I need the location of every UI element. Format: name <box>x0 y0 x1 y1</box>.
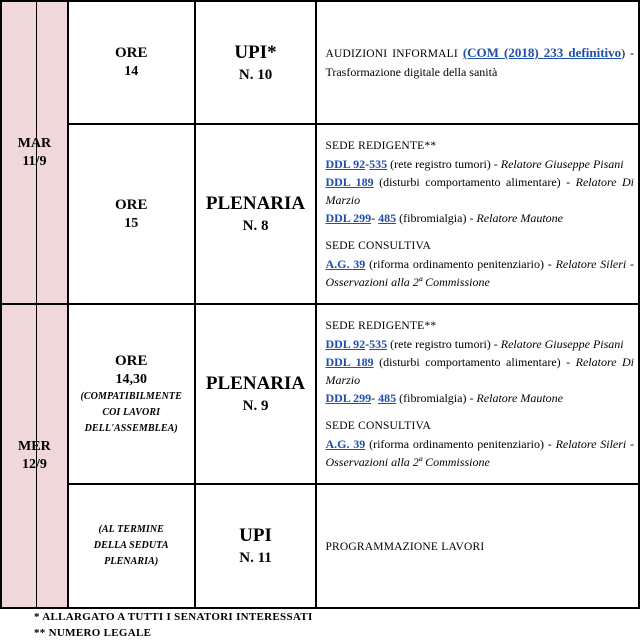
ddl-92-link[interactable]: DDL 92 <box>325 157 366 171</box>
session-type: UPI* <box>234 41 277 63</box>
ddl-description: (disturbi comportamento alimentare) - <box>379 355 571 369</box>
schedule-row <box>1 484 639 608</box>
time-note: COI LAVORI <box>102 406 161 418</box>
rapporteur: Relatore Di Marzio <box>325 175 634 207</box>
ddl-entry <box>325 209 634 227</box>
consultiva-label: SEDE CONSULTIVA <box>325 420 432 432</box>
day-label: MER 12/9 <box>18 439 51 472</box>
time-cell <box>68 124 195 304</box>
ddl-485-link[interactable]: 485 <box>378 391 397 405</box>
day-cell-mer <box>1 304 68 608</box>
footnote-1: * ALLARGATO A TUTTI I SENATORI INTERESSATI <box>34 611 313 623</box>
rapporteur: Relatore Giuseppe Pisani <box>500 157 624 171</box>
description-cell <box>316 1 639 124</box>
consultiva-label: SEDE CONSULTIVA <box>325 240 432 252</box>
ddl-separator: - <box>371 391 376 405</box>
footnote-2: ** NUMERO LEGALE <box>34 627 152 639</box>
time-note: DELLA SEDUTA <box>93 540 169 551</box>
ddl-entry <box>325 353 634 389</box>
session-type: PLENARIA <box>205 373 306 394</box>
rapporteur: Relatore Mautone <box>476 211 563 225</box>
ddl-299-link[interactable]: DDL 299 <box>325 391 372 405</box>
ddl-description: (rete registro tumori) - <box>390 157 498 171</box>
time-label: ORE <box>114 45 148 61</box>
time-value: 15 <box>124 215 139 231</box>
ddl-description: (fibromialgia) - <box>399 211 474 225</box>
time-note: (COMPATIBILMENTE <box>80 390 182 402</box>
time-value: 14,30 <box>115 371 147 387</box>
ag-description: (riforma ordinamento penitenziario) - <box>369 437 552 451</box>
session-type: UPI <box>239 525 272 546</box>
ddl-description: (fibromialgia) - <box>399 391 474 405</box>
programmazione-text: PROGRAMMAZIONE LAVORI <box>325 540 485 553</box>
session-number: N. 9 <box>242 398 269 414</box>
rapporteur: Relatore Sileri - Osservazioni alla 2ª Commissione <box>325 437 635 469</box>
day-label: MAR 11/9 <box>17 135 52 169</box>
time-note: (AL TERMINE <box>98 524 164 535</box>
time-note: DELL'ASSEMBLEA) <box>84 422 178 434</box>
ddl-separator: - <box>365 337 370 351</box>
rapporteur: Relatore Mautone <box>476 391 563 405</box>
time-cell <box>68 484 195 608</box>
ag-description: (riforma ordinamento penitenziario) - <box>369 257 552 271</box>
ddl-485-link[interactable]: 485 <box>378 211 397 225</box>
ddl-299-link[interactable]: DDL 299 <box>325 211 372 225</box>
description-cell <box>316 484 639 608</box>
time-label: ORE <box>114 352 148 369</box>
description-cell <box>316 304 639 484</box>
ddl-535-link[interactable]: 535 <box>369 337 388 351</box>
time-cell <box>68 1 195 124</box>
ddl-entry <box>325 335 634 353</box>
ddl-separator: - <box>371 211 376 225</box>
ddl-535-link[interactable]: 535 <box>369 157 388 171</box>
session-type: PLENARIA <box>205 193 306 214</box>
time-note: PLENARIA) <box>104 556 159 567</box>
schedule-row <box>1 1 639 124</box>
com-close: ) <box>621 46 626 60</box>
time-value: 14 <box>124 64 139 79</box>
session-number: N. 8 <box>242 218 269 234</box>
schedule-row <box>1 124 639 304</box>
redigente-label: SEDE REDIGENTE** <box>325 320 437 332</box>
com-topic: - Trasformazione digitale della sanità <box>325 46 635 79</box>
ddl-description: (rete registro tumori) - <box>390 337 498 351</box>
ddl-189-link[interactable]: DDL 189 <box>325 355 374 369</box>
session-number: N. 11 <box>239 550 272 566</box>
ag-39-link[interactable]: A.G. 39 <box>325 257 366 271</box>
ag-39-link[interactable]: A.G. 39 <box>325 437 366 451</box>
ddl-189-link[interactable]: DDL 189 <box>325 175 374 189</box>
rapporteur: Relatore Di Marzio <box>325 355 634 387</box>
ag-entry <box>325 435 634 471</box>
time-cell <box>68 304 195 484</box>
session-cell <box>195 304 317 484</box>
schedule-row <box>1 304 639 484</box>
ddl-92-link[interactable]: DDL 92 <box>325 337 366 351</box>
ddl-description: (disturbi comportamento alimentare) - <box>379 175 571 189</box>
session-cell <box>195 1 317 124</box>
session-cell <box>195 484 317 608</box>
audizioni-label: AUDIZIONI INFORMALI <box>325 48 458 60</box>
ag-entry <box>325 255 634 291</box>
day-cell-mar <box>1 1 68 304</box>
session-cell <box>195 124 317 304</box>
ddl-separator: - <box>365 157 370 171</box>
com-document-link[interactable]: (COM (2018) 233 definitivo <box>462 45 622 60</box>
rapporteur: Relatore Giuseppe Pisani <box>500 337 624 351</box>
ddl-entry <box>325 389 634 407</box>
time-label: ORE <box>114 196 148 213</box>
redigente-label: SEDE REDIGENTE** <box>325 140 437 152</box>
description-cell <box>316 124 639 304</box>
session-number: N. 10 <box>238 66 273 83</box>
rapporteur: Relatore Sileri - Osservazioni alla 2ª Commissione <box>325 257 635 289</box>
ddl-entry <box>325 155 634 173</box>
ddl-entry <box>325 173 634 209</box>
